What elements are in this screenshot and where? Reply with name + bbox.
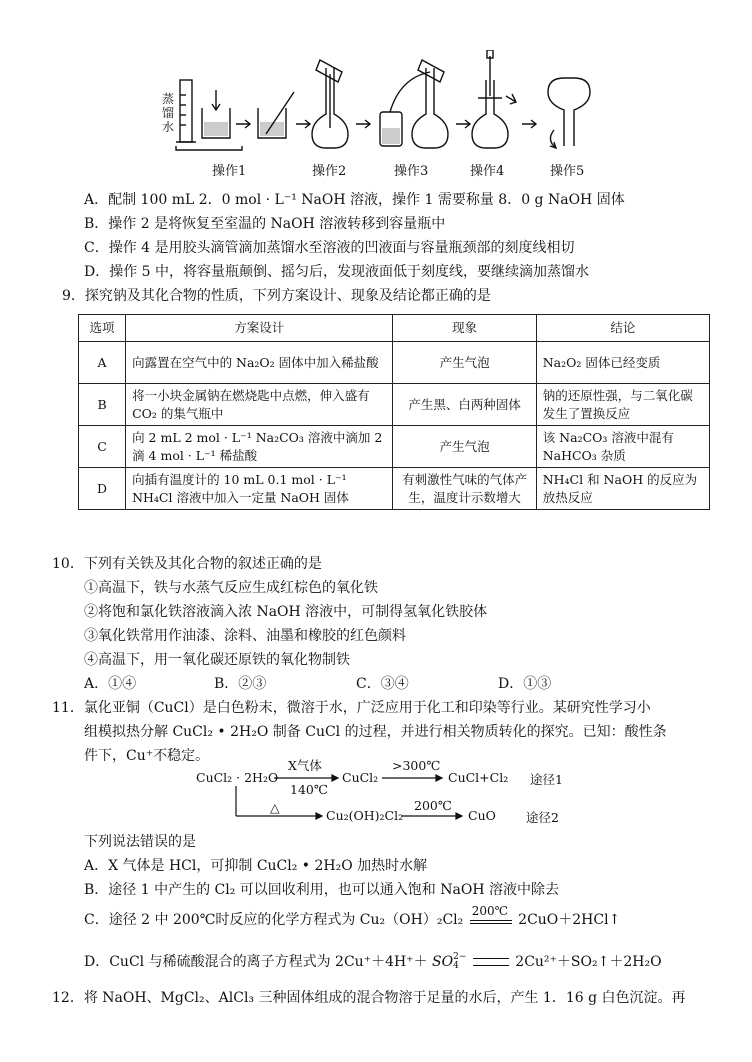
q11-option-c-condition — [468, 904, 514, 930]
scheme-mid: CuCl₂ — [342, 770, 379, 785]
figure-operations — [150, 50, 610, 180]
condition-bar — [470, 920, 512, 921]
caption-op4: 操作4 — [470, 164, 505, 179]
table-row — [79, 384, 710, 426]
q11-option-d — [84, 952, 662, 972]
equals-double-bar — [473, 958, 509, 966]
table-row — [79, 426, 710, 468]
row-option: D — [79, 468, 126, 510]
q10-item-4: ④高温下，用一氧化碳还原铁的氧化物制铁 — [84, 652, 350, 668]
q10-options — [84, 674, 704, 694]
scheme-route1: 途径1 — [530, 772, 563, 787]
q11-option-c — [84, 904, 621, 930]
row-option: C — [79, 426, 126, 468]
q10-option-d: D．①③ — [498, 676, 552, 692]
q10-item-1: ①高温下，铁与水蒸气反应生成红棕色的氧化铁 — [84, 580, 378, 596]
condition-bar-2 — [470, 923, 512, 924]
q11-stem-line1: 11．氯化亚铜（CuCl）是白色粉末，微溶于水，广泛应用于化工和印染等行业。某研究性学习小 — [52, 700, 651, 716]
scheme-above1: X气体 — [288, 758, 322, 773]
table-header-row — [79, 315, 710, 342]
row-conclusion: 钠的还原性强，与二氧化碳发生了置换反应 — [536, 384, 709, 426]
row-option: B — [79, 384, 126, 426]
scheme-start: CuCl₂ · 2H₂O — [196, 770, 279, 785]
scheme-above2: >300℃ — [392, 758, 441, 773]
condition-text: 200℃ — [471, 904, 509, 918]
q11-option-a: A．X 气体是 HCl，可抑制 CuCl₂ • 2H₂O 加热时水解 — [84, 858, 428, 874]
sulfate-ion: SO 2− 4 — [432, 952, 467, 971]
q11-stem-line2: 组模拟热分解 CuCl₂ • 2H₂O 制备 CuCl 的过程，并进行相关物质转化的探究。已知：酸性条 — [84, 724, 667, 740]
q8-option-d: D．操作 5 中，将容量瓶颠倒、摇匀后，发现液面低于刻度线，要继续滴加蒸馏水 — [84, 264, 590, 280]
q10-option-a: A．①④ — [84, 676, 137, 692]
q10-stem: 10．下列有关铁及其化合物的叙述正确的是 — [52, 556, 322, 572]
header-design: 方案设计 — [126, 315, 393, 342]
caption-op5: 操作5 — [550, 164, 585, 179]
row-design: 向插有温度计的 10 mL 0.1 mol · L⁻¹ NH₄Cl 溶液中加入一定量 NaOH 固体 — [126, 468, 393, 510]
q11-stem-line3: 件下，Cu⁺不稳定。 — [84, 748, 210, 764]
ion-script: 2− 4 — [453, 952, 467, 971]
scheme-below1: 140℃ — [290, 782, 328, 797]
table-row — [79, 342, 710, 384]
q10-option-b: B．②③ — [214, 676, 267, 692]
q8-option-a: A．配制 100 mL 2．0 mol · L⁻¹ NaOH 溶液，操作 1 需要称量 8．0 g NaOH 固体 — [84, 192, 625, 208]
header-phenomenon: 现象 — [393, 315, 536, 342]
q11-ask: 下列说法错误的是 — [84, 834, 196, 850]
scheme-above3: 200℃ — [414, 798, 452, 813]
row-conclusion: Na₂O₂ 固体已经变质 — [536, 342, 709, 384]
scheme-route2: 途径2 — [526, 810, 559, 825]
row-design: 将一小块金属钠在燃烧匙中点燃，伸入盛有 CO₂ 的集气瓶中 — [126, 384, 393, 426]
header-conclusion: 结论 — [536, 315, 709, 342]
scheme-mid2: Cu₂(OH)₂Cl₂ — [326, 808, 404, 823]
q10-item-2: ②将饱和氯化铁溶液滴入浓 NaOH 溶液中，可制得氢氧化铁胶体 — [84, 604, 488, 620]
q12-stem: 12．将 NaOH、MgCl₂、AlCl₃ 三种固体组成的混合物溶于足量的水后，产生 1．16 g 白色沉淀。再 — [52, 990, 686, 1006]
row-phenomenon: 产生气泡 — [393, 426, 536, 468]
apparatus-illustration — [150, 50, 610, 160]
q11-option-d-post: 2Cu²⁺＋SO₂↑＋2H₂O — [515, 954, 662, 970]
scheme-end1: CuCl+Cl₂ — [448, 770, 509, 785]
q8-option-c: C．操作 4 是用胶头滴管滴加蒸馏水至溶液的凹液面与容量瓶颈部的刻度线相切 — [84, 240, 575, 256]
row-option: A — [79, 342, 126, 384]
q9-stem: 9．探究钠及其化合物的性质，下列方案设计、现象及结论都正确的是 — [62, 288, 491, 304]
q11-option-c-post: 2CuO＋2HCl↑ — [518, 912, 621, 928]
row-phenomenon: 有刺激性气味的气体产生，温度计示数增大 — [393, 468, 536, 510]
q10-option-c: C．③④ — [356, 676, 409, 692]
caption-op3: 操作3 — [394, 164, 429, 179]
row-conclusion: NH₄Cl 和 NaOH 的反应为放热反应 — [536, 468, 709, 510]
q11-option-c-pre: C．途径 2 中 200℃时反应的化学方程式为 Cu₂（OH）₂Cl₂ — [84, 912, 464, 928]
row-phenomenon: 产生气泡 — [393, 342, 536, 384]
distilled-water-label: 蒸 馏 水 — [162, 92, 175, 134]
reaction-scheme — [196, 756, 596, 830]
q10-item-3: ③氧化铁常用作油漆、涂料、油墨和橡胶的红色颜料 — [84, 628, 406, 644]
q11-option-d-pre: D．CuCl 与稀硫酸混合的离子方程式为 2Cu⁺＋4H⁺＋ — [84, 954, 428, 970]
q8-option-b: B．操作 2 是将恢复至室温的 NaOH 溶液转移到容量瓶中 — [84, 216, 446, 232]
row-design: 向露置在空气中的 Na₂O₂ 固体中加入稀盐酸 — [126, 342, 393, 384]
row-design: 向 2 mL 2 mol · L⁻¹ Na₂CO₃ 溶液中滴加 2 滴 4 mol · L⁻¹ 稀盐酸 — [126, 426, 393, 468]
row-phenomenon: 产生黑、白两种固体 — [393, 384, 536, 426]
caption-op2: 操作2 — [312, 164, 347, 179]
caption-op1: 操作1 — [212, 164, 247, 179]
q11-option-b: B．途径 1 中产生的 Cl₂ 可以回收利用，也可以通入饱和 NaOH 溶液中除去 — [84, 882, 559, 898]
scheme-triangle: △ — [270, 800, 280, 815]
table-row — [79, 468, 710, 510]
q9-table — [78, 314, 710, 510]
row-conclusion: 该 Na₂CO₃ 溶液中混有 NaHCO₃ 杂质 — [536, 426, 709, 468]
scheme-end2: CuO — [468, 808, 496, 823]
header-option: 选项 — [79, 315, 126, 342]
